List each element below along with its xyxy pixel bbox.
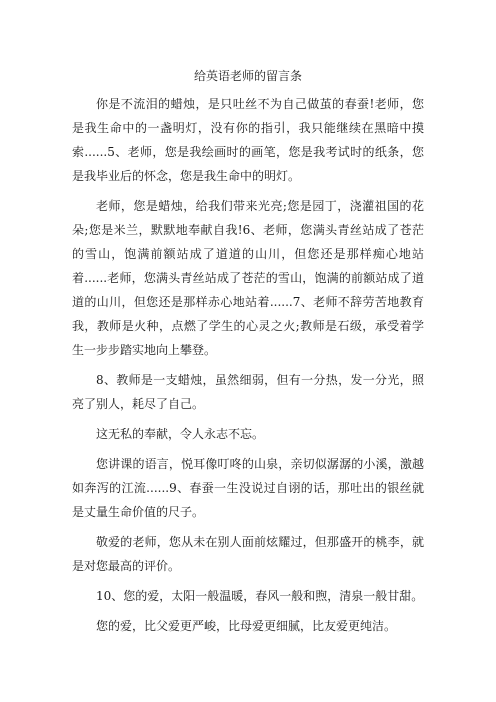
document-title: 给英语老师的留言条 [193,69,302,83]
paragraph-7: 10、您的爱，太阳一般温暖，春风一般和煦，清泉一般甘甜。 [96,589,424,603]
paragraph-8: 您的爱，比父爱更严峻，比母爱更细腻，比友爱更纯洁。 [96,619,397,633]
paragraph-6: 敬爱的老师，您从未在别人面前炫耀过，但那盛开的桃李，就是对您最高的评价。 [72,535,424,573]
paragraph-4: 这无私的奉献，令人永志不忘。 [96,427,265,441]
paragraph-2: 老师，您是蜡烛，给我们带来光亮;您是园丁，浇灌祖国的花朵;您是米兰，默默地奉献自我!6、老师，您满头青丝站成了苍茫的雪山，饱满前额站成了道道的山川，但您还是那样痴心地站着......老师，您满头青丝站成了苍茫的雪山，饱满的前额站成了道道的山川，但您还是那样赤心地站着......7、老师不辞劳苦地教育我，教师是火种，点燃了学生的心灵之火;教师是石级，承受着学生一步步踏实地向上攀登。 [72,199,424,357]
paragraph-3: 8、教师是一支蜡烛，虽然细弱，但有一分热，发一分光，照亮了别人，耗尽了自己。 [72,373,424,411]
document-page [72,68,424,644]
paragraph-1: 你是不流泪的蜡烛，是只吐丝不为自己做茧的春蚕!老师，您是我生命中的一盏明灯，没有你的指引，我只能继续在黑暗中摸索......5、老师，您是我绘画时的画笔，您是我考试时的纸条，您是我毕业后的怀念，您是我生命中的明灯。 [72,97,424,183]
paragraph-5: 您讲课的语言，悦耳像叮咚的山泉，亲切似潺潺的小溪，激越如奔泻的江流......9、春蚕一生没说过自诩的话，那吐出的银丝就是丈量生命价值的尺子。 [72,457,424,519]
